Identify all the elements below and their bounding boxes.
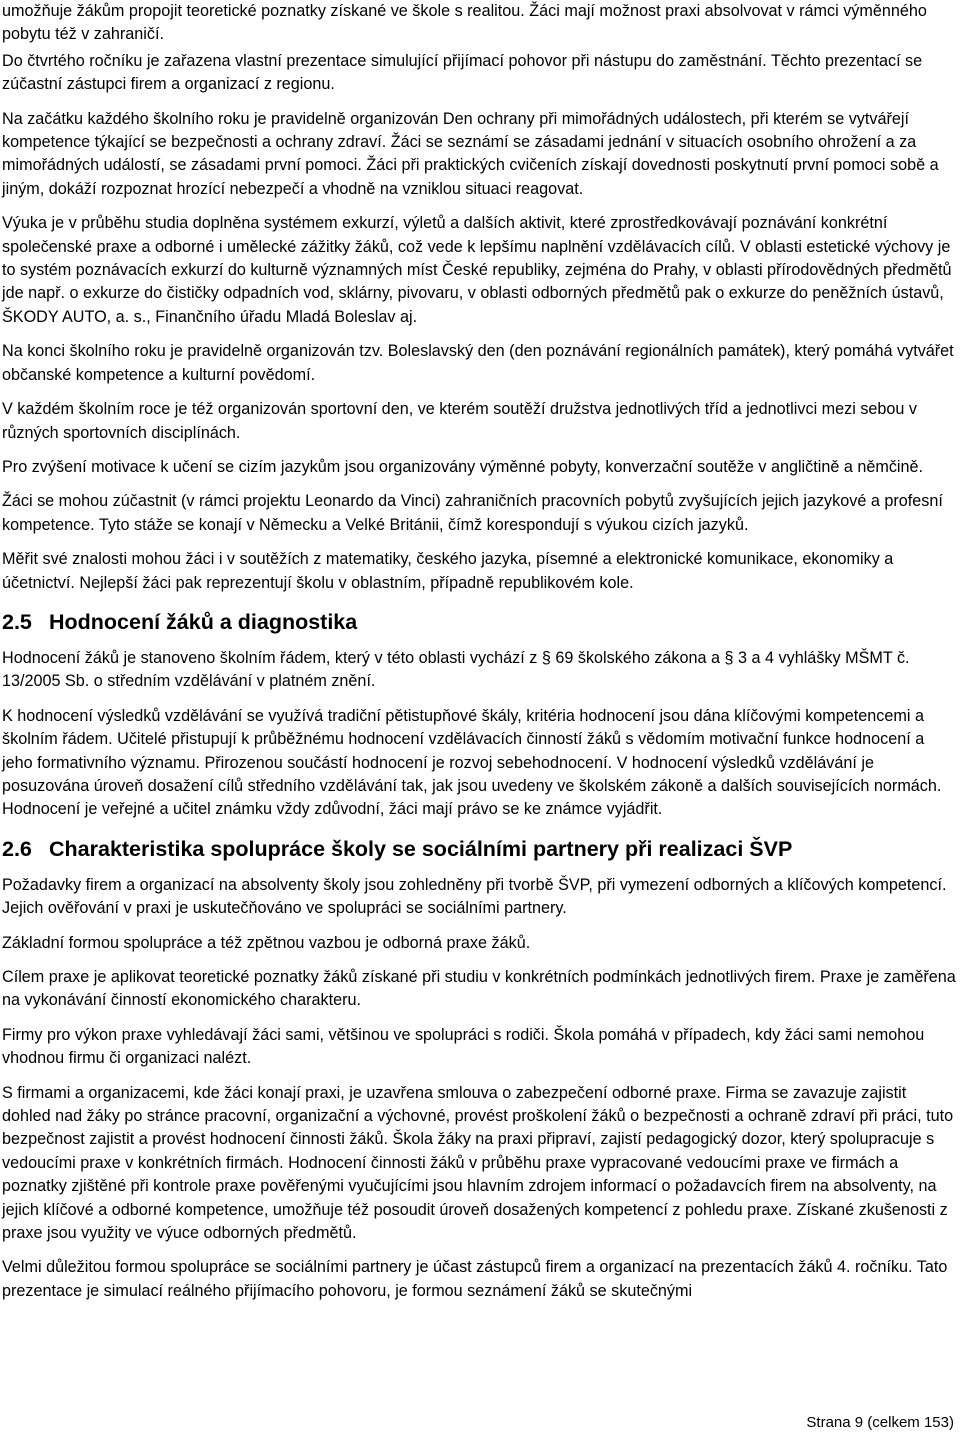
paragraph: Pro zvýšení motivace k učení se cizím jazykům jsou organizovány výměnné pobyty, konverzační soutěže v angličtině a němčině. bbox=[2, 457, 924, 476]
paragraph: Žáci se mohou zúčastnit (v rámci projektu Leonardo da Vinci) zahraničních pracovních pobytů zvyšujících jejich jazykové a profesní kompetence. Tyto stáže se konají v Německu a Velké Británii, čímž korespondují s výukou cizích jazyků. bbox=[2, 492, 943, 534]
section-heading-2-5 bbox=[2, 608, 956, 636]
section-number: 2.6 bbox=[2, 836, 32, 861]
paragraph: K hodnocení výsledků vzdělávání se využívá tradiční pětistupňové škály, kritéria hodnocení jsou dána klíčovými kompetencemi a školním řádem. Učitelé přistupují k průběžnému hodnocení vzdělávacích činností žáků s vědomím motivační funkce hodnocení a jeho formativního významu. Přirozenou součástí hodnocení je rozvoj sebehodnocení. V hodnocení výsledků vzdělávání je posuzována úroveň dosažení cílů středního vzdělávání tak, jak jsou uvedeny ve školském zákoně a dalších souvisejících normách. Hodnocení je veřejné a učitel známku vždy zdůvodní, žáci mají právo se ke známce vyjádřit. bbox=[2, 706, 942, 819]
paragraph: Cílem praxe je aplikovat teoretické poznatky žáků získané při studiu v konkrétních podmínkách jednotlivých firem. Praxe je zaměřena na vykonávání činností ekonomického charakteru. bbox=[2, 968, 956, 1010]
paragraph: Na začátku každého školního roku je pravidelně organizován Den ochrany při mimořádných událostech, při kterém se vytvářejí kompetence týkající se bezpečnosti a ochrany zdraví. Žáci se seznámí se zásadami jednání v situacích osobního ohrožení a za mimořádných událostí, se zásadami první pomoci. Žáci při praktických cvičeních získají dovednosti poskytnutí první pomoci sobě a jiným, dokáží rozpoznat hrozící nebezpečí a vhodně na vzniklou situaci reagovat. bbox=[2, 109, 939, 198]
paragraph: Firmy pro výkon praxe vyhledávají žáci sami, většinou ve spolupráci s rodiči. Škola pomáhá v případech, kdy žáci sami nemohou vhodnou firmu či organizaci nalézt. bbox=[2, 1025, 925, 1068]
paragraph: Na konci školního roku je pravidelně organizován tzv. Boleslavský den (den poznávání regionálních památek), který pomáhá vytvářet občanské kompetence a kulturní povědomí. bbox=[2, 342, 954, 384]
paragraph: umožňuje žákům propojit teoretické poznatky získané ve škole s realitou. Žáci mají možnost praxi absolvovat v rámci výměnného pobytu též v zahraničí. bbox=[2, 2, 927, 44]
paragraph: Výuka je v průběhu studia doplněna systémem exkurzí, výletů a dalších aktivit, které zprostředkovávají poznávání konkrétní společenské praxe a odborné i umělecké zážitky žáků, což vede k lepšímu naplnění vzdělávacích cílů. V oblasti estetické výchovy je to systém poznávacích exkurzí do kulturně významných míst České republiky, zejména do Prahy, v oblasti přírodovědných předmětů jde např. o exkurze do čističky odpadních vod, sklárny, pivovaru, v oblasti odborných předmětů pak o exkurze do peněžních ústavů, ŠKODY AUTO, a. s., Finančního úřadu Mladá Boleslav aj. bbox=[2, 214, 952, 326]
page-number-footer: Strana 9 (celkem 153) bbox=[806, 1414, 954, 1431]
paragraph: Požadavky firem a organizací na absolventy školy jsou zohledněny při tvorbě ŠVP, při vymezení odborných a klíčových kompetencí. Jejich ověřování v praxi je uskutečňováno ve spolupráci se sociálními partnery. bbox=[2, 875, 947, 918]
section-title: Charakteristika spolupráce školy se sociálními partnery při realizaci ŠVP bbox=[49, 836, 793, 861]
paragraph: S firmami a organizacemi, kde žáci konají praxi, je uzavřena smlouva o zabezpečení odborné praxe. Firma se zavazuje zajistit dohled nad žáky po stránce pracovní, organizační a výchovné, provést proškolení žáků o bezpečnosti a ochraně zdraví při práci, tuto bezpečnost zajistit a provést hodnocení činnosti žáků. Škola žáky na praxi připraví, zajistí pedagogický dozor, který spolupracuje s vedoucími praxe v konkrétních firmách. Hodnocení činnosti žáků v průběhu praxe vypracované vedoucími praxe ve firmách a poznatky zjištěné při kontrole praxe pověřenými vyučujícími jsou hlavním zdrojem informací o požadavcích firem na absolventy, na jejich klíčové a odborné kompetence, umožňuje též posoudit úroveň dosažených kompetencí z pohledu praxe. Získané zkušenosti z praxe jsou využity ve výuce odborných předmětů. bbox=[2, 1083, 954, 1243]
paragraph: Měřit své znalosti mohou žáci i v soutěžích z matematiky, českého jazyka, písemné a elektronické komunikace, ekonomiky a účetnictví. Nejlepší žáci pak reprezentují školu v oblastním, případně republikovém kole. bbox=[2, 550, 894, 592]
paragraph: V každém školním roce je též organizován sportovní den, ve kterém soutěží družstva jednotlivých tříd a jednotlivci mezi sebou v různých sportovních disciplínách. bbox=[2, 400, 918, 442]
paragraph: Velmi důležitou formou spolupráce se sociálními partnery je účast zástupců firem a organizací na prezentacích žáků 4. ročníku. Tato prezentace je simulací reálného přijímacího pohovoru, je formou seznámení žáků se skutečnými bbox=[2, 1258, 948, 1300]
section-heading-2-6 bbox=[2, 835, 956, 863]
page-content bbox=[2, 0, 956, 1303]
paragraph: Hodnocení žáků je stanoveno školním řádem, který v této oblasti vychází z § 69 školského zákona a § 3 a 4 vyhlášky MŠMT č. 13/2005 Sb. o středním vzdělávání v platném znění. bbox=[2, 648, 910, 691]
paragraph: Základní formou spolupráce a též zpětnou vazbou je odborná praxe žáků. bbox=[2, 933, 531, 952]
section-title: Hodnocení žáků a diagnostika bbox=[49, 609, 358, 634]
section-number: 2.5 bbox=[2, 609, 32, 634]
paragraph: Do čtvrtého ročníku je zařazena vlastní prezentace simulující přijímací pohovor při nástupu do zaměstnání. Těchto prezentací se zúčastní zástupci firem a organizací z regionu. bbox=[2, 51, 923, 94]
